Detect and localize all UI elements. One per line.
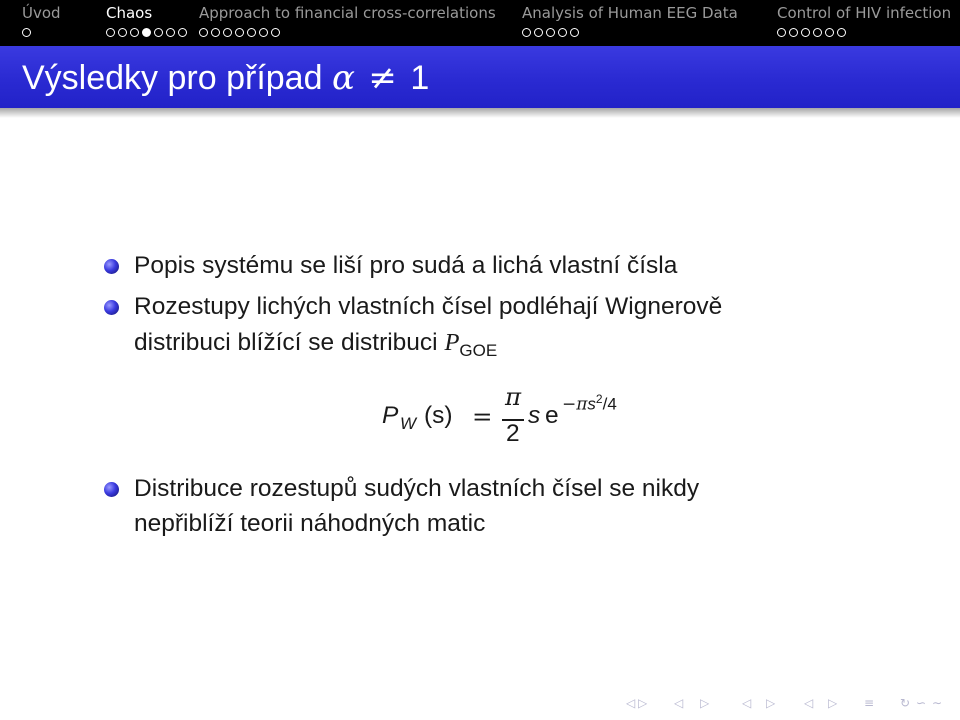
nav-next-section-icon[interactable]: ▷	[828, 696, 838, 710]
nav-next-subsection-icon[interactable]: ▷	[766, 696, 776, 710]
exponent-var: s	[587, 394, 596, 414]
exponent-prefix: −π	[562, 394, 588, 415]
nav-section-title[interactable]: Analysis of Human EEG Data	[522, 4, 738, 22]
formula-lhs-p: P	[382, 402, 399, 429]
bullet-item-continuation	[134, 326, 497, 362]
formula-variable-s: s	[528, 402, 541, 429]
nav-next-frame-icon[interactable]: ▷	[638, 696, 648, 710]
nav-search-icon[interactable]: ∽	[916, 696, 927, 710]
bullet-item-continuation	[134, 507, 485, 541]
exponent-suffix: /4	[602, 394, 617, 414]
frame-title-alpha: α	[331, 58, 355, 98]
nav-section-title[interactable]: Approach to financial cross-correlations	[199, 4, 496, 22]
bullet-text-line1: Rozestupy lichých vlastních čísel podléhají Wignerově	[134, 293, 723, 320]
formula-argument: (s)	[424, 402, 453, 429]
frame-title-value: 1	[410, 59, 430, 97]
nav-prev-frame-icon[interactable]: ◁	[626, 696, 636, 710]
bullet-text-line1: Distribuce rozestupů sudých vlastních čísel se nikdy	[134, 475, 700, 502]
bullet-text: Popis systému se liší pro sudá a lichá vlastní čísla	[134, 252, 678, 279]
formula-exponent	[562, 392, 617, 415]
bullet-item	[134, 249, 677, 283]
wigner-formula	[382, 382, 617, 458]
exponent-power: 2	[595, 392, 603, 406]
symbol-p: P	[444, 329, 460, 356]
nav-prev-section-icon[interactable]: ◁	[804, 696, 814, 710]
bullet-text-line2: distribuci blížící se distribuci	[134, 329, 438, 356]
bullet-icon	[104, 300, 119, 315]
bullet-item	[134, 472, 699, 506]
nav-align-icon[interactable]: ≡	[864, 696, 875, 710]
nav-section-title[interactable]: Control of HIV infection	[777, 4, 952, 22]
formula-lhs-subscript: W	[400, 414, 417, 433]
formula-numerator: π	[505, 382, 522, 411]
bullet-icon	[104, 482, 119, 497]
nav-section-title[interactable]: Úvod	[22, 4, 61, 22]
nav-back-icon[interactable]: ↻	[900, 696, 911, 710]
nav-prev-slide-icon[interactable]: ◁	[674, 696, 684, 710]
formula-denominator: 2	[506, 420, 520, 447]
bullet-text-line2: nepřiblíží teorii náhodných matic	[134, 510, 486, 537]
bullet-item	[134, 290, 722, 324]
frame-title-not-equal: ≠	[368, 58, 397, 98]
frame-title-text: Výsledky pro případ	[22, 59, 323, 97]
nav-prev-subsection-icon[interactable]: ◁	[742, 696, 752, 710]
nav-next-slide-icon[interactable]: ▷	[700, 696, 710, 710]
nav-section-title[interactable]: Chaos	[106, 4, 153, 22]
nav-forward-icon[interactable]: ∼	[932, 696, 943, 710]
formula-equals: =	[472, 402, 493, 431]
formula-base-e: e	[545, 402, 559, 429]
bullet-icon	[104, 259, 119, 274]
subscript-goe: GOE	[459, 341, 498, 360]
